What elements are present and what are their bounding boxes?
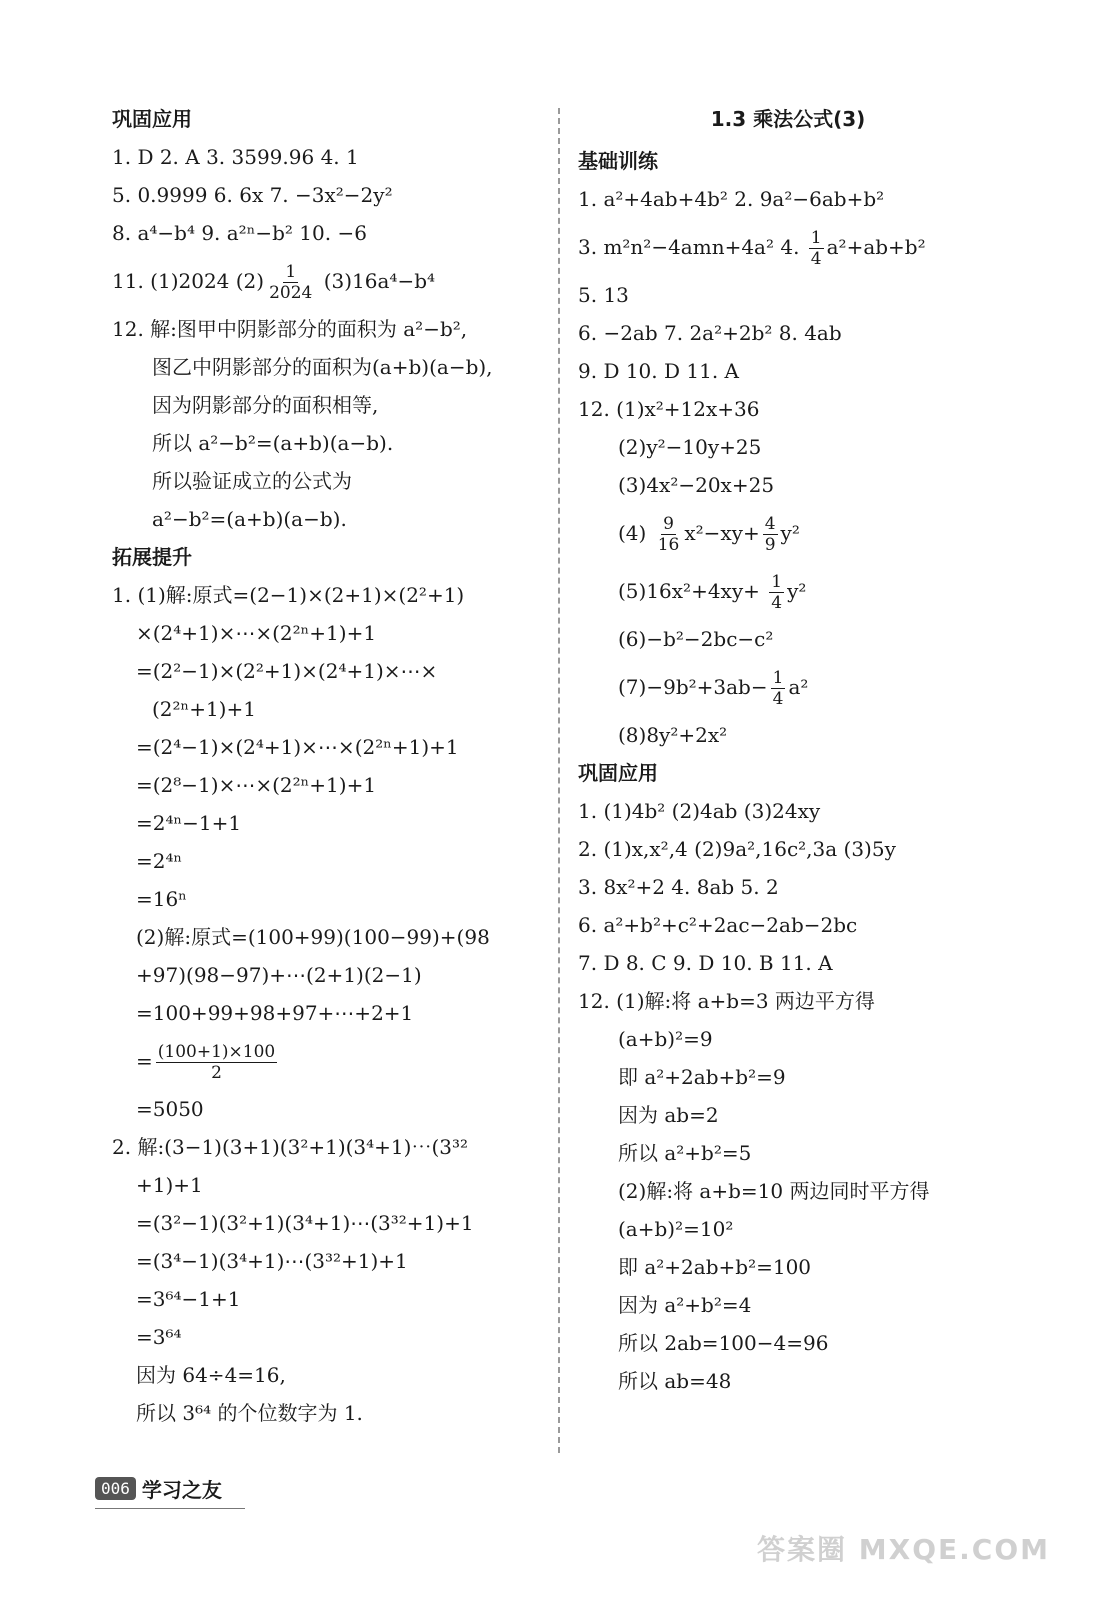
answer-line	[112, 252, 542, 310]
left-column	[112, 100, 542, 1432]
answer-line: (2²ⁿ+1)+1	[152, 697, 256, 721]
fraction-numerator: 9	[663, 514, 674, 534]
answer-line: 所以 3⁶⁴ 的个位数字为 1.	[136, 1401, 363, 1425]
answer-line: =3⁶⁴−1+1	[136, 1287, 241, 1311]
page-number: 006	[95, 1477, 136, 1500]
fraction-denominator: 9	[764, 535, 776, 555]
answer-line: a²−b²=(a+b)(a−b).	[152, 507, 347, 531]
answer-text: (4)	[618, 521, 653, 545]
answer-line: 所以验证成立的公式为	[152, 469, 352, 493]
answer-text: a²	[788, 675, 809, 699]
answer-line: 12. (1)解:将 a+b=3 两边平方得	[578, 989, 875, 1013]
answer-line: 1. (1)解:原式=(2−1)×(2+1)×(2²+1)	[112, 583, 465, 607]
answer-line: 1. a²+4ab+4b² 2. 9a²−6ab+b²	[578, 187, 885, 211]
answer-line: 12. 解:图甲中阴影部分的面积为 a²−b²,	[112, 317, 468, 341]
fraction-numerator: 1	[810, 228, 822, 248]
answer-text: (5)16x²+4xy+	[618, 579, 767, 603]
fraction	[656, 514, 682, 555]
answer-line	[578, 562, 998, 620]
answer-line: (a+b)²=10²	[618, 1217, 734, 1241]
answer-line: 3. 8x²+2 4. 8ab 5. 2	[578, 875, 779, 899]
fraction	[809, 228, 824, 269]
answer-line: =(3⁴−1)(3⁴+1)⋯(3³²+1)+1	[136, 1249, 408, 1273]
fraction-denominator: 2	[211, 1063, 222, 1083]
fraction-numerator: 4	[764, 514, 776, 534]
answer-line: 5. 13	[578, 283, 629, 307]
answer-line: (3)4x²−20x+25	[618, 473, 775, 497]
answer-line: (2)解:将 a+b=10 两边同时平方得	[618, 1179, 930, 1203]
answer-line: 1. D 2. A 3. 3599.96 4. 1	[112, 145, 359, 169]
answer-line: =(2⁸−1)×⋯×(2²ⁿ+1)+1	[136, 773, 377, 797]
answer-line: ×(2⁴+1)×⋯×(2²ⁿ+1)+1	[136, 621, 377, 645]
answer-line: =(2⁴−1)×(2⁴+1)×⋯×(2²ⁿ+1)+1	[136, 735, 459, 759]
answer-line	[578, 658, 998, 716]
answer-text: 11. (1)2024 (2)	[112, 269, 265, 293]
answer-line: (a+b)²=9	[618, 1027, 713, 1051]
answer-line: 因为 a²+b²=4	[618, 1293, 752, 1317]
brand-logo: 学习之友	[141, 1478, 222, 1502]
answer-line: +1)+1	[136, 1173, 203, 1197]
fraction-numerator: 1	[771, 572, 783, 592]
answer-line: 5. 0.9999 6. 6x 7. −3x²−2y²	[112, 183, 393, 207]
right-column	[578, 100, 998, 1400]
answer-line: (8)8y²+2x²	[618, 723, 728, 747]
fraction-numerator: 1	[285, 262, 297, 282]
section-title: 1.3 乘法公式(3)	[710, 107, 866, 131]
answer-line: 因为阴影部分的面积相等,	[152, 393, 379, 417]
answer-line: 因为 ab=2	[618, 1103, 719, 1127]
answer-line: 所以 a²−b²=(a+b)(a−b).	[152, 431, 394, 455]
answer-line: =5050	[136, 1097, 204, 1121]
answer-text: 3. m²n²−4amn+4a² 4.	[578, 235, 806, 259]
answer-text: y²	[780, 521, 800, 545]
answer-line: 即 a²+2ab+b²=100	[618, 1255, 812, 1279]
answer-text: =	[136, 1049, 153, 1073]
answer-text: (7)−9b²+3ab−	[618, 675, 768, 699]
answer-line: 所以 2ab=100−4=96	[618, 1331, 829, 1355]
page-footer	[95, 1474, 222, 1504]
answer-line: 8. a⁴−b⁴ 9. a²ⁿ−b² 10. −6	[112, 221, 367, 245]
answer-line	[112, 1032, 542, 1090]
answer-line: 所以 ab=48	[618, 1369, 732, 1393]
fraction	[763, 514, 778, 555]
fraction-denominator: 2024	[269, 283, 313, 303]
section-heading-consolidate: 巩固应用	[112, 107, 192, 131]
answer-line	[578, 504, 998, 562]
section-heading-basic: 基础训练	[578, 149, 658, 173]
fraction-denominator: 4	[810, 249, 822, 269]
answer-line: (2)解:原式=(100+99)(100−99)+(98	[136, 925, 490, 949]
answer-line: =100+99+98+97+⋯+2+1	[136, 1001, 414, 1025]
fraction	[156, 1042, 277, 1083]
answer-line: 图乙中阴影部分的面积为(a+b)(a−b),	[152, 355, 493, 379]
fraction	[267, 262, 314, 303]
column-divider	[558, 108, 560, 1453]
answer-text: x²−xy+	[684, 521, 760, 545]
answer-text: (3)16a⁴−b⁴	[317, 269, 436, 293]
answer-text: a²+ab+b²	[826, 235, 926, 259]
answer-line: +97)(98−97)+⋯(2+1)(2−1)	[136, 963, 422, 987]
fraction-denominator: 16	[657, 535, 680, 555]
answer-line: 2. 解:(3−1)(3+1)(3²+1)(3⁴+1)⋯(3³²	[112, 1135, 469, 1159]
answer-line: =(3²−1)(3²+1)(3⁴+1)⋯(3³²+1)+1	[136, 1211, 474, 1235]
answer-line: 1. (1)4b² (2)4ab (3)24xy	[578, 799, 821, 823]
fraction-numerator: 1	[772, 668, 784, 688]
answer-line	[578, 218, 998, 276]
answer-line: 因为 64÷4=16,	[136, 1363, 286, 1387]
answer-line: 2. (1)x,x²,4 (2)9a²,16c²,3a (3)5y	[578, 837, 896, 861]
answer-line: 6. −2ab 7. 2a²+2b² 8. 4ab	[578, 321, 842, 345]
footer-rule	[95, 1508, 245, 1509]
answer-line: (2)y²−10y+25	[618, 435, 762, 459]
fraction-denominator: 4	[772, 689, 784, 709]
answer-line: =2⁴ⁿ	[136, 849, 183, 873]
answer-line: 12. (1)x²+12x+36	[578, 397, 760, 421]
answer-line: 7. D 8. C 9. D 10. B 11. A	[578, 951, 833, 975]
fraction	[769, 572, 784, 613]
fraction-denominator: 4	[771, 593, 783, 613]
section-heading-extension: 拓展提升	[112, 545, 192, 569]
answer-line: (6)−b²−2bc−c²	[618, 627, 774, 651]
answer-line: =(2²−1)×(2²+1)×(2⁴+1)×⋯×	[136, 659, 438, 683]
answer-line: 9. D 10. D 11. A	[578, 359, 739, 383]
answer-line: 6. a²+b²+c²+2ac−2ab−2bc	[578, 913, 858, 937]
answer-line: =16ⁿ	[136, 887, 187, 911]
answer-line: =3⁶⁴	[136, 1325, 182, 1349]
section-heading-consolidate: 巩固应用	[578, 761, 658, 785]
watermark: 答案圈 MXQE.COM	[757, 1533, 1050, 1566]
fraction	[771, 668, 786, 709]
answer-line: =2⁴ⁿ−1+1	[136, 811, 242, 835]
answer-text: y²	[787, 579, 807, 603]
answer-line: 即 a²+2ab+b²=9	[618, 1065, 786, 1089]
fraction-numerator: (100+1)×100	[157, 1042, 276, 1062]
answer-line: 所以 a²+b²=5	[618, 1141, 752, 1165]
